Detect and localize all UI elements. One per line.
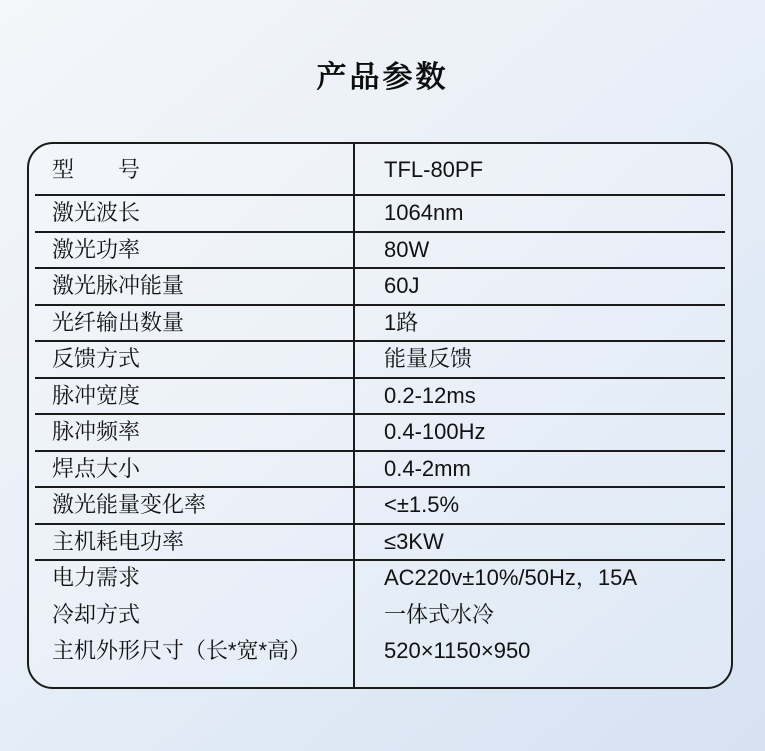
table-row: [29, 451, 731, 488]
table-row: [29, 487, 731, 524]
spec-value: ≤3KW: [384, 528, 444, 554]
table-row: [29, 305, 731, 342]
spec-value: 1064nm: [384, 200, 464, 226]
spec-value: AC220v±10%/50Hz，15A: [384, 565, 637, 591]
spec-label: 冷却方式: [52, 601, 141, 627]
spec-value: 0.4-2mm: [384, 455, 471, 481]
spec-label: 激光能量变化率: [52, 492, 207, 518]
spec-value: 0.4-100Hz: [384, 419, 486, 445]
table-row: [29, 195, 731, 232]
spec-label: 反馈方式: [52, 346, 141, 372]
spec-label: 脉冲宽度: [52, 382, 141, 408]
spec-table-rows: [29, 144, 731, 687]
spec-value: 一体式水冷: [384, 601, 495, 627]
table-row: [29, 378, 731, 415]
table-row: [29, 341, 731, 378]
spec-label: 激光脉冲能量: [52, 273, 185, 299]
spec-value: 0.2-12ms: [384, 382, 476, 408]
spec-label: 主机外形尺寸（长*宽*高）: [52, 638, 312, 664]
spec-label: 主机耗电功率: [52, 528, 185, 554]
spec-value: 1路: [384, 309, 419, 335]
table-row: [29, 524, 731, 561]
table-row: [29, 268, 731, 305]
page-title: 产品参数: [316, 61, 449, 94]
spec-label: 光纤输出数量: [52, 309, 185, 335]
table-row: [29, 414, 731, 451]
spec-label: 型 号: [52, 156, 141, 182]
spec-label: 脉冲频率: [52, 419, 141, 445]
table-row: [29, 633, 731, 670]
spec-value: 80W: [384, 236, 430, 262]
table-row: [29, 232, 731, 269]
spec-label: 电力需求: [52, 565, 141, 591]
spec-label: 焊点大小: [52, 455, 141, 481]
spec-value: 能量反馈: [384, 346, 473, 372]
spec-table: [27, 142, 733, 689]
table-row: [29, 144, 731, 195]
spec-value: <±1.5%: [384, 492, 460, 518]
table-row: [29, 560, 731, 597]
column-divider: [353, 144, 355, 687]
spec-value: 60J: [384, 273, 420, 299]
spec-value: 520×1150×950: [384, 638, 531, 664]
spec-label: 激光波长: [52, 200, 141, 226]
spec-value: TFL-80PF: [384, 156, 484, 182]
table-row: [29, 597, 731, 634]
spec-label: 激光功率: [52, 236, 141, 262]
